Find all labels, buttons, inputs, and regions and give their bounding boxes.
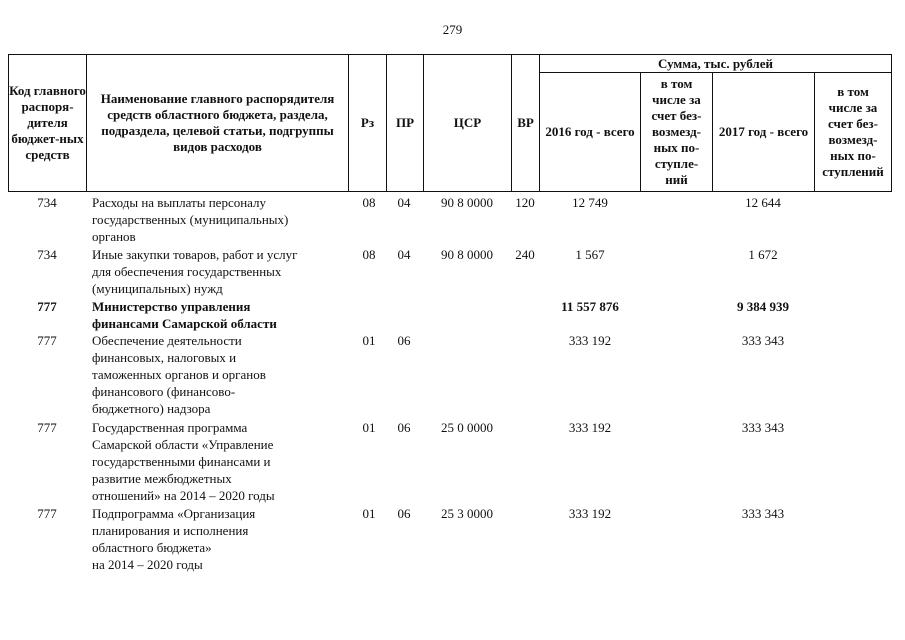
page-number: 279	[442, 22, 463, 37]
cell-2016-total: 333 192	[568, 506, 612, 521]
cell-csr: 25 3 0000	[441, 506, 493, 521]
header-summa: Сумма, тыс. рублей	[540, 55, 891, 73]
cell-rz: 01	[362, 420, 376, 435]
cell-rz: 01	[362, 506, 376, 521]
cell-2016-total: 333 192	[568, 333, 612, 348]
cell-code: 734	[37, 195, 57, 210]
cell-code: 777	[37, 506, 57, 521]
cell-csr: 90 8 0000	[441, 195, 493, 210]
cell-2017-total: 333 343	[741, 506, 785, 521]
cell-2017-total: 333 343	[741, 333, 785, 348]
table-header	[8, 54, 892, 192]
cell-rz: 08	[362, 195, 376, 210]
cell-2017-total: 9 384 939	[737, 299, 789, 314]
cell-name: Подпрограмма «Организация планирования и исполнения областного бюджета» на 2014 – 2020 годы	[92, 506, 256, 572]
header-2017-total: 2017 год - всего	[713, 73, 815, 191]
cell-2016-total: 333 192	[568, 420, 612, 435]
header-code: Код главного распоря-дителя бюджет-ных средств	[9, 55, 87, 191]
cell-2016-total: 11 557 876	[561, 299, 619, 314]
header-name: Наименование главного распорядителя средств областного бюджета, раздела, подраздела, целевой статьи, подгруппы видов расходов	[87, 55, 349, 191]
cell-pr: 06	[397, 333, 411, 348]
cell-name: Иные закупки товаров, работ и услуг для обеспечения государственных (муниципальных) нужд	[92, 247, 298, 296]
cell-csr: 90 8 0000	[441, 247, 493, 262]
cell-2017-total: 12 644	[745, 195, 781, 210]
cell-pr: 06	[397, 420, 411, 435]
cell-name: Государственная программа Самарской области «Управление государственными финансами и развитие межбюджетных отношений» на 2014 – 2020 годы	[92, 420, 275, 503]
cell-code: 777	[37, 299, 57, 314]
cell-name: Министерство управления финансами Самарской области	[92, 299, 277, 331]
cell-code: 777	[37, 333, 57, 348]
header-csr: ЦСР	[424, 55, 512, 191]
cell-vr: 120	[515, 195, 535, 210]
cell-2017-total: 333 343	[741, 420, 785, 435]
cell-csr: 25 0 0000	[441, 420, 493, 435]
cell-rz: 08	[362, 247, 376, 262]
cell-pr: 04	[397, 247, 411, 262]
cell-name: Расходы на выплаты персоналу государственных (муниципальных) органов	[92, 195, 289, 244]
cell-vr: 240	[515, 247, 535, 262]
header-2016-total: 2016 год - всего	[540, 73, 641, 191]
cell-pr: 06	[397, 506, 411, 521]
header-rz: Рз	[349, 55, 387, 191]
header-vr: ВР	[512, 55, 540, 191]
cell-2017-total: 1 672	[748, 247, 778, 262]
cell-pr: 04	[397, 195, 411, 210]
header-2017-free: в том числе за счет без-возмезд-ных по-ступлений	[822, 84, 884, 179]
cell-2016-total: 1 567	[575, 247, 605, 262]
header-pr: ПР	[387, 55, 424, 191]
cell-name: Обеспечение деятельности финансовых, налоговых и таможенных органов и органов финансового (финансово- бюджетного) надзора	[92, 333, 266, 416]
cell-rz: 01	[362, 333, 376, 348]
cell-2016-total: 12 749	[572, 195, 608, 210]
header-2016-free: в том числе за счет без-возмезд-ных по-ступле-ний	[641, 73, 713, 191]
cell-code: 734	[37, 247, 57, 262]
cell-code: 777	[37, 420, 57, 435]
